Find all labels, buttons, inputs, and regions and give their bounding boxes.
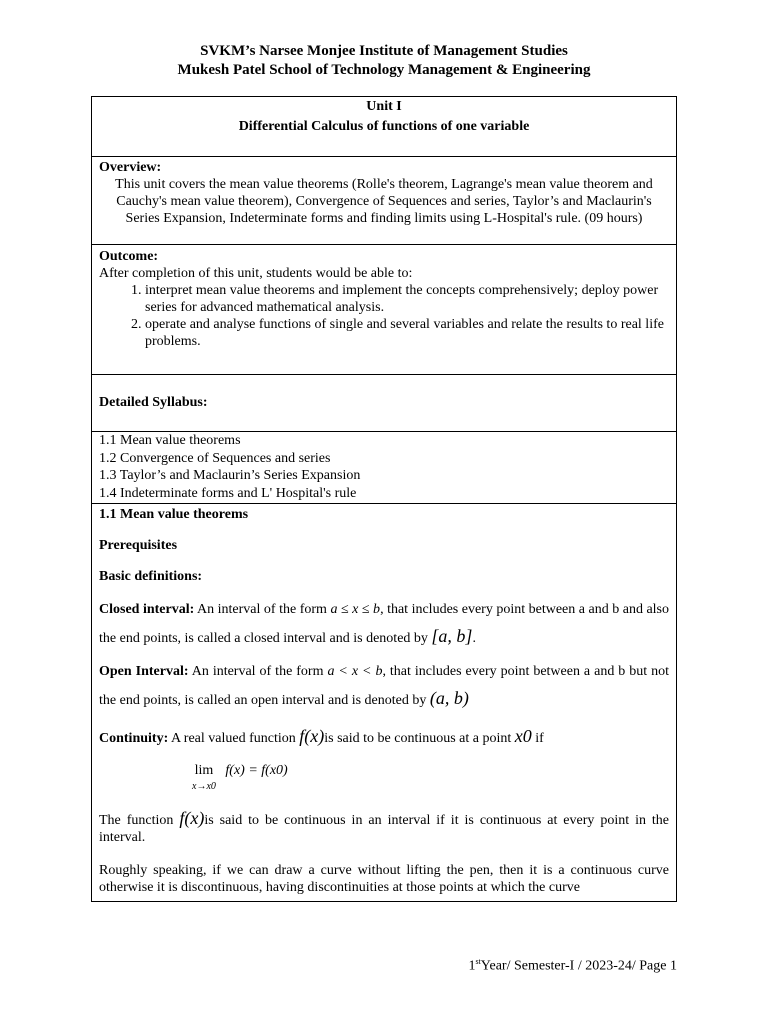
continuity-text-3: if xyxy=(535,731,544,746)
open-interval-notation: (a, b) xyxy=(429,688,469,708)
document-header xyxy=(0,42,768,80)
closed-interval-label: Closed interval: xyxy=(99,602,195,617)
syllabus-list-cell xyxy=(92,432,676,504)
syllabus-item: 1.4 Indeterminate forms and L' Hospital's rule xyxy=(99,485,357,501)
footer-ordinal: st xyxy=(475,957,481,966)
section-heading: 1.1 Mean value theorems xyxy=(99,507,249,522)
outcome-item: 1. interpret mean value theorems and implement the concepts comprehensively; deploy power series for advanced mathematical analysis. xyxy=(145,282,669,316)
open-interval-text-2: , that includes every point between a and b but not the end points, is called an open interval and is denoted by xyxy=(99,664,670,708)
outcome-item: 2. operate and analyse functions of single and several variables and relate the results to real life problems. xyxy=(145,316,669,350)
limit-operator xyxy=(192,762,216,797)
overview-text: This unit covers the mean value theorems (Rolle's theorem, Lagrange's mean value theorem and Cauchy's mean value theorem), Convergence of Sequences and series, Taylor’s and Maclaurin's Series Expansion, Indeterminate forms and finding limits using L-Hospital's rule. (09 hours) xyxy=(115,177,653,226)
syllabus-item: 1.2 Convergence of Sequences and series xyxy=(99,450,331,466)
closed-interval-text-2: , that includes every point between a and b and also the end points, is called a closed interval and is denoted by xyxy=(99,602,670,646)
function-notation: f(x) xyxy=(299,726,325,746)
function-continuity-paragraph xyxy=(99,810,669,846)
function-text: The function xyxy=(99,813,174,828)
closed-interval-paragraph: Closed interval: An interval of the form a ≤ x ≤ b, that includes every point between a and b and also the end points, is called a closed interval and is denoted by [a, b]. xyxy=(99,602,670,646)
limit-text: lim xyxy=(194,763,214,778)
continuity-label: Continuity: xyxy=(99,731,169,746)
unit-title-cell xyxy=(92,97,676,157)
syllabus-item: 1.3 Taylor’s and Maclaurin’s Series Expansion xyxy=(99,468,361,483)
overview-cell xyxy=(92,157,676,245)
open-interval-text: An interval of the form xyxy=(191,664,324,679)
unit-subtitle: Differential Calculus of functions of one variable xyxy=(238,119,530,134)
outcome-intro: After completion of this unit, students would be able to: xyxy=(99,266,413,281)
limit-subscript: x→x0 xyxy=(192,781,216,792)
function-notation-2: f(x) xyxy=(179,808,205,828)
syllabus-heading-cell xyxy=(92,375,676,432)
outcome-list xyxy=(99,282,669,350)
open-interval-paragraph xyxy=(99,659,669,714)
basic-definitions-label: Basic definitions: xyxy=(99,569,203,584)
open-interval-math: a < x < b xyxy=(327,664,383,679)
institute-name: SVKM’s Narsee Monjee Institute of Management Studies xyxy=(200,43,568,59)
roughly-paragraph: Roughly speaking, if we can draw a curve without lifting the pen, then it is a continuous curve otherwise it is discontinuous, having discontinuities at those points at which the curve xyxy=(99,863,669,895)
syllabus-item: 1.1 Mean value theorems xyxy=(99,433,241,448)
syllabus-heading: Detailed Syllabus: xyxy=(99,395,208,410)
school-name: Mukesh Patel School of Technology Management & Engineering xyxy=(177,62,591,78)
footer-year-number: 1 xyxy=(468,958,476,974)
page-footer xyxy=(468,957,677,975)
closed-interval-math: a ≤ x ≤ b xyxy=(330,602,381,617)
continuity-text-2: is said to be continuous at a point xyxy=(324,731,512,746)
outcome-cell xyxy=(92,245,676,375)
closed-interval-notation: [a, b] xyxy=(431,626,473,646)
syllabus-table xyxy=(91,96,677,902)
outcome-heading: Outcome: xyxy=(99,249,159,264)
limit-equation xyxy=(192,762,288,797)
point-notation: x0 xyxy=(514,726,532,746)
limit-expression: f(x) = f(x0) xyxy=(225,763,288,778)
footer-text: Year/ Semester-I / 2023-24/ Page 1 xyxy=(480,958,677,974)
section-cell xyxy=(92,504,676,902)
prerequisites-label: Prerequisites xyxy=(99,538,178,553)
closed-interval-text: An interval of the form xyxy=(197,602,327,617)
continuity-paragraph xyxy=(99,728,669,747)
function-text-2: is said to be continuous in an interval if it is continuous at every point in the interval. xyxy=(99,813,670,845)
unit-title: Unit I xyxy=(366,99,402,114)
overview-heading: Overview: xyxy=(99,160,162,175)
open-interval-label: Open Interval: xyxy=(99,664,189,679)
continuity-text: A real valued function xyxy=(170,731,296,746)
